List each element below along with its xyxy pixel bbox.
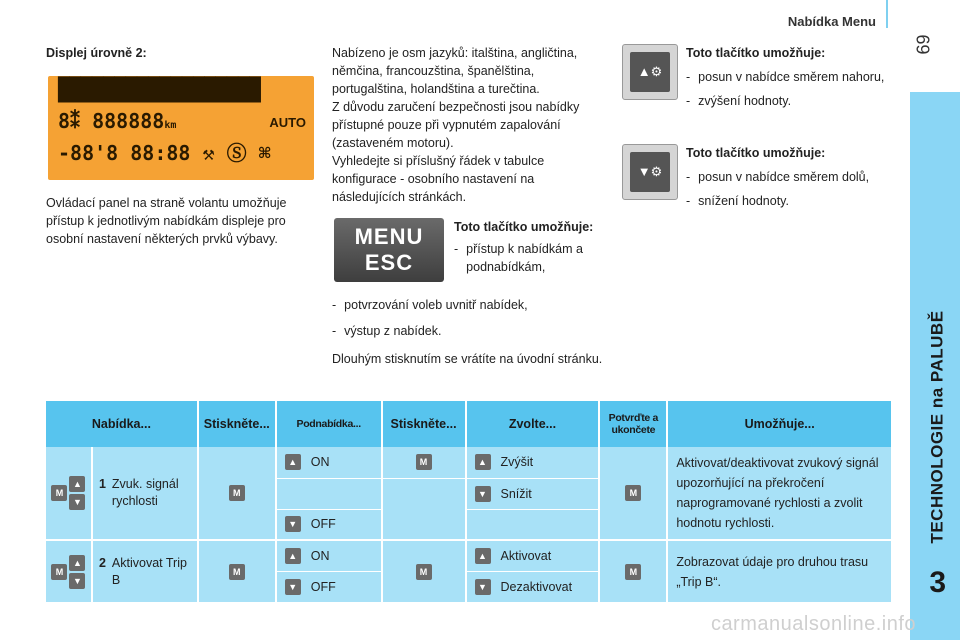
up-button-block: ▲⚙ Toto tlačítko umožňuje: - posun v nabídce směrem nahoru, - zvýšení hodnoty. xyxy=(622,44,892,144)
table-header: Zvolte... xyxy=(466,401,600,447)
submenu-off: OFF xyxy=(310,517,336,532)
table-row xyxy=(46,540,892,571)
list-item: zvýšení hodnoty. xyxy=(698,94,792,108)
lcd-row-3: -88'8 88:88 ⚒ Ⓢ ⌘ xyxy=(58,141,271,165)
long-press-paragraph: Dlouhým stisknutím se vrátíte na úvodní stránku. xyxy=(332,352,603,366)
menu-button-icon: M xyxy=(625,564,641,580)
up-arrow-icon: ▲ xyxy=(285,548,301,564)
choice-activate: Aktivovat xyxy=(500,548,552,563)
menu-esc-desc-item: přístup k nabídkám a podnabídkám, xyxy=(466,242,583,274)
down-button-title: Toto tlačítko umožňuje: xyxy=(686,146,826,160)
table-header-row xyxy=(46,401,892,447)
result-description: Aktivovat/deaktivovat zvukový signál upozorňující na překročení naprogramované rychlosti a zvolit hodnotu rychlosti. xyxy=(676,456,879,530)
choice-increase: Zvýšit xyxy=(500,455,534,470)
menu-esc-description: Toto tlačítko umožňuje: - přístup k nabídkám a podnabídkám, xyxy=(454,218,614,276)
menu-esc-button-icon: MENU ESC xyxy=(334,218,444,282)
menu-config-table xyxy=(46,401,893,602)
menu-esc-block xyxy=(332,218,607,288)
intro-paragraph: Ovládací panel na straně volantu umožňuje přístup k jednotlivým nabídkám displeje pro osobní nastavení některých prvků výbavy. xyxy=(46,196,287,246)
up-button-title: Toto tlačítko umožňuje: xyxy=(686,46,826,60)
down-arrow-icon: ▼ xyxy=(475,486,491,502)
menu-button-icon: M xyxy=(416,564,432,580)
menu-esc-desc-title: Toto tlačítko umožňuje: xyxy=(454,220,594,234)
list-item: posun v nabídce směrem nahoru, xyxy=(698,70,885,84)
table-header: Stiskněte... xyxy=(198,401,276,447)
list-item: posun v nabídce směrem dolů, xyxy=(698,170,870,184)
lcd-km-unit: km xyxy=(164,120,177,131)
up-arrow-icon: ▲ xyxy=(475,548,491,564)
left-column xyxy=(46,44,316,248)
lookup-paragraph: Vyhledejte si příslušný řádek v tabulce konfigurace - osobního nastavení na následujících stránkách. xyxy=(332,154,545,204)
table-header: Umožňuje... xyxy=(667,401,892,447)
table-header: Nabídka... xyxy=(46,401,198,447)
page-number: 69 xyxy=(913,34,934,55)
down-arrow-icon: ▼ xyxy=(285,516,301,532)
header-divider xyxy=(886,0,888,28)
middle-column xyxy=(332,44,607,368)
choice-deactivate: Dezaktivovat xyxy=(500,579,573,594)
up-arrow-icon: ▲ xyxy=(475,454,491,470)
display-title: Displej úrovně 2: xyxy=(46,46,147,60)
lcd-auto-label: AUTO xyxy=(269,115,306,130)
list-item: potvrzování voleb uvnitř nabídek, xyxy=(344,298,528,312)
choice-decrease: Snížit xyxy=(500,486,532,501)
menu-updown-icon: M ▲ ▼ xyxy=(46,476,91,510)
down-button-block: ▼⚙ Toto tlačítko umožňuje: - posun v nabídce směrem dolů, - snížení hodnoty. xyxy=(622,144,892,244)
chapter-side-tab xyxy=(910,92,960,640)
table-header: Potvrďte a ukončete xyxy=(599,401,667,447)
table-row xyxy=(46,447,892,478)
down-arrow-icon: ▼ xyxy=(285,579,301,595)
lcd-display-image xyxy=(48,76,314,180)
languages-paragraph: Nabízeno je osm jazyků: italština, angličtina, němčina, francouzština, španělština, portugalština, holandština a turečtina. xyxy=(332,46,578,96)
menu-item-label: 2 Aktivovat Trip B xyxy=(98,555,187,587)
table-header: Stiskněte... xyxy=(382,401,466,447)
submenu-on: ON xyxy=(310,548,330,563)
watermark: carmanualsonline.info xyxy=(710,613,916,635)
page-header-title: Nabídka Menu xyxy=(787,14,876,29)
result-description: Zobrazovat údaje pro druhou trasu „Trip B“. xyxy=(676,554,869,589)
up-button-icon: ▲⚙ xyxy=(622,44,678,100)
lcd-row-1: ▉▉▉▉▉▉▉▉▉▉▉▉▉▉▉▉▉▉ xyxy=(58,78,261,103)
menu-esc-list: - potvrzování voleb uvnitř nabídek, - výstup z nabídek. xyxy=(332,298,528,338)
list-item: výstup z nabídek. xyxy=(344,324,442,338)
menu-item-label: 1 Zvuk. signál rychlosti xyxy=(98,477,179,508)
submenu-on: ON xyxy=(310,455,330,470)
list-item: snížení hodnoty. xyxy=(698,194,789,208)
lcd-row-2: 8⁑ 888888km xyxy=(58,109,177,133)
down-button-icon: ▼⚙ xyxy=(622,144,678,200)
table-header: Podnabídka... xyxy=(276,401,382,447)
safety-paragraph: Z důvodu zaručení bezpečnosti jsou nabídky přístupné pouze při vypnutém zapalování (zastaveném motoru). xyxy=(332,100,580,150)
down-arrow-icon: ▼ xyxy=(475,579,491,595)
menu-button-icon: M xyxy=(229,564,245,580)
menu-button-icon: M xyxy=(416,454,432,470)
chapter-title: TECHNOLOGIE na PALUBĚ xyxy=(928,310,947,544)
chapter-number: 3 xyxy=(929,566,946,599)
up-arrow-icon: ▲ xyxy=(285,454,301,470)
menu-button-icon: M xyxy=(625,485,641,501)
menu-button-icon: M xyxy=(229,485,245,501)
menu-updown-icon: M ▲ ▼ xyxy=(46,555,91,589)
submenu-off: OFF xyxy=(310,579,336,594)
right-column xyxy=(622,44,892,244)
